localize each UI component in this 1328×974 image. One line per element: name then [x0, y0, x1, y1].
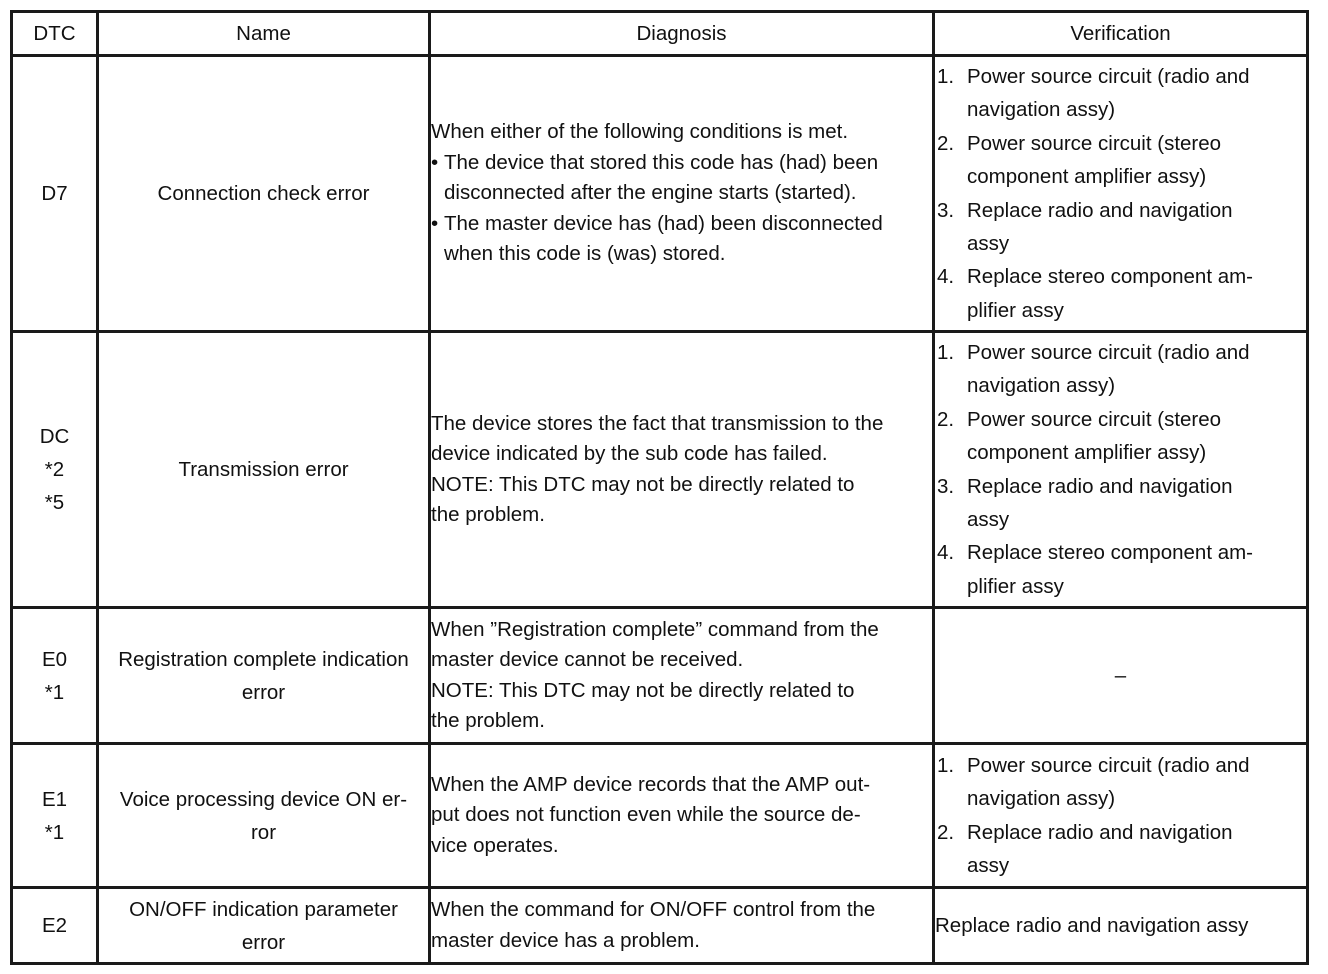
dtc-code-line: E1 [41, 787, 68, 811]
verification-step [935, 60, 1306, 127]
dtc-name-line: ror [250, 820, 277, 844]
table-row-e0 [12, 608, 1308, 744]
step-line: Replace radio and navigation [967, 820, 1233, 844]
step-line: assy [967, 231, 1010, 255]
dtc-name-line: error [241, 680, 286, 704]
step-number: 2. [937, 131, 955, 155]
diagnosis-bullet [431, 148, 932, 209]
dtc-code-cell [12, 608, 98, 744]
diagnosis-line: put does not function even while the source de- [431, 803, 861, 827]
dtc-code-line: E0 [41, 647, 68, 671]
diagnosis-bullet-list [431, 148, 932, 270]
verification-list [935, 60, 1306, 327]
step-line: component amplifier assy) [967, 165, 1207, 189]
diagnosis-bullet-line: disconnected after the engine starts (started). [444, 181, 857, 205]
dtc-code-line: DC [39, 425, 70, 448]
diagnosis-intro: When either of the following conditions is met. [431, 120, 849, 144]
diagnosis-cell [430, 332, 934, 608]
table-row-e2 [12, 888, 1308, 964]
header-dtc: DTC [12, 12, 98, 56]
diagnosis-line: When the AMP device records that the AMP out- [431, 772, 871, 796]
dtc-code-footnote: *1 [44, 680, 65, 704]
step-line: assy [967, 853, 1010, 877]
step-line: navigation assy) [967, 374, 1116, 398]
step-number: 1. [937, 64, 955, 88]
diagnosis-line: When ”Registration complete” command from the [431, 617, 879, 641]
dtc-name-cell [98, 56, 430, 332]
diagnosis-line: master device cannot be received. [431, 648, 744, 671]
dtc-name-line: ON/OFF indication parameter [129, 897, 398, 921]
step-number: 1. [937, 340, 955, 364]
verification-step [935, 260, 1306, 327]
step-line: plifier assy [967, 298, 1064, 322]
diagnosis-cell [430, 888, 934, 964]
verification-dash: – [1114, 664, 1127, 687]
diagnosis-line: device indicated by the sub code has failed. [431, 442, 828, 465]
step-number: 3. [937, 198, 955, 222]
dtc-code-cell [12, 888, 98, 964]
step-line: Power source circuit (stereo [967, 407, 1222, 431]
verification-step [935, 749, 1306, 816]
table-header-row [12, 12, 1308, 56]
step-line: navigation assy) [967, 98, 1116, 122]
step-line: Power source circuit (radio and [967, 340, 1250, 364]
header-name: Name [98, 12, 430, 56]
step-line: Replace radio and navigation [967, 474, 1233, 498]
step-line: Replace stereo component am- [967, 541, 1254, 565]
step-line: Replace radio and navigation [967, 198, 1233, 222]
step-number: 2. [937, 820, 955, 844]
diagnosis-cell [430, 56, 934, 332]
diagnosis-note-line: the problem. [431, 503, 545, 526]
diagnosis-cell [430, 608, 934, 744]
verification-cell [934, 56, 1308, 332]
diagnosis-bullet-line: when this code is (was) stored. [444, 242, 726, 266]
dtc-code-cell [12, 744, 98, 888]
step-number: 3. [937, 474, 955, 498]
diagnosis-line: vice operates. [431, 833, 559, 857]
verification-text: Replace radio and navigation assy [935, 914, 1249, 937]
table-row-e1 [12, 744, 1308, 888]
dtc-name-cell [98, 888, 430, 964]
diagnosis-note-line: the problem. [431, 709, 545, 732]
verification-step [935, 336, 1306, 403]
diagnosis-line: The device stores the fact that transmission to the [431, 411, 884, 435]
step-line: Power source circuit (stereo [967, 131, 1222, 155]
verification-cell [934, 332, 1308, 608]
header-verification: Verification [934, 12, 1308, 56]
verification-list [935, 749, 1306, 883]
verification-list [935, 336, 1306, 603]
dtc-code-cell [12, 332, 98, 608]
step-line: plifier assy [967, 574, 1064, 598]
verification-cell [934, 608, 1308, 744]
dtc-name-cell [98, 744, 430, 888]
dtc-name-line: Transmission error [178, 458, 349, 481]
diagnosis-note-line: NOTE: This DTC may not be directly related to [431, 678, 855, 702]
bullet-icon: • [431, 211, 439, 235]
step-line: Power source circuit (radio and [967, 753, 1250, 777]
dtc-code-footnote: *5 [44, 491, 65, 514]
step-line: Replace stereo component am- [967, 265, 1254, 289]
diagnosis-bullet-line: The device that stored this code has (had) been [444, 150, 879, 174]
dtc-name-cell [98, 608, 430, 744]
diagnosis-line: When the command for ON/OFF control from the [431, 898, 876, 921]
dtc-code-line: E2 [41, 914, 68, 937]
diagnosis-cell [430, 744, 934, 888]
diagnosis-bullet [431, 209, 932, 270]
step-number: 1. [937, 753, 955, 777]
dtc-code-footnote: *1 [44, 820, 65, 844]
step-number: 2. [937, 407, 955, 431]
dtc-name-line: Voice processing device ON er- [119, 787, 408, 811]
diagnosis-line: master device has a problem. [431, 928, 700, 952]
dtc-code-cell [12, 56, 98, 332]
step-line: assy [967, 507, 1010, 531]
step-line: navigation assy) [967, 787, 1116, 811]
verification-step [935, 403, 1306, 470]
step-line: Power source circuit (radio and [967, 64, 1250, 88]
dtc-name-line: Registration complete indication [118, 647, 409, 671]
step-number: 4. [937, 541, 955, 565]
dtc-code-footnote: *2 [44, 458, 65, 481]
diagnosis-bullet-line: The master device has (had) been disconnected [444, 211, 883, 235]
verification-cell [934, 888, 1308, 964]
dtc-table [10, 10, 1309, 965]
verification-step [935, 127, 1306, 194]
header-diagnosis: Diagnosis [430, 12, 934, 56]
verification-step [935, 194, 1306, 261]
verification-step [935, 536, 1306, 603]
table-row-dc [12, 332, 1308, 608]
dtc-code-line: D7 [41, 182, 68, 205]
step-number: 4. [937, 265, 955, 289]
verification-step [935, 470, 1306, 537]
step-line: component amplifier assy) [967, 441, 1207, 465]
verification-cell [934, 744, 1308, 888]
dtc-name-line: error [241, 930, 286, 954]
verification-step [935, 816, 1306, 883]
bullet-icon: • [431, 150, 439, 174]
dtc-name-line: Connection check error [157, 182, 370, 205]
dtc-name-cell [98, 332, 430, 608]
diagnosis-note-line: NOTE: This DTC may not be directly related to [431, 472, 855, 496]
table-row-d7 [12, 56, 1308, 332]
